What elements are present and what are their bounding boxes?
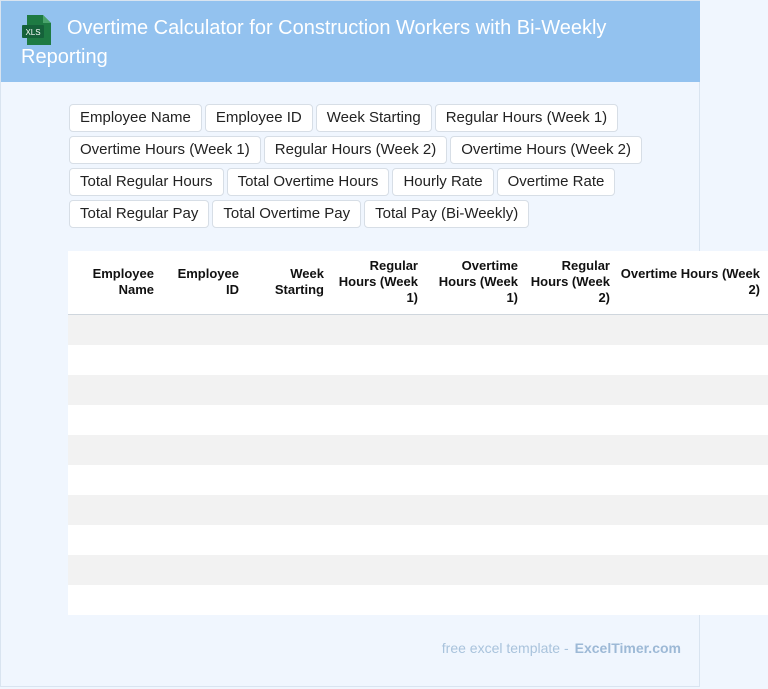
chip-row [69, 104, 669, 132]
table-cell[interactable] [526, 435, 618, 465]
table-cell[interactable] [247, 314, 332, 345]
data-table-container[interactable] [68, 251, 760, 614]
table-cell[interactable] [68, 435, 162, 465]
field-chip[interactable]: Regular Hours (Week 2) [264, 136, 447, 164]
table-cell[interactable] [332, 375, 426, 405]
field-chip[interactable]: Overtime Hours (Week 1) [69, 136, 261, 164]
table-cell[interactable] [247, 525, 332, 555]
table-cell[interactable] [332, 314, 426, 345]
table-cell[interactable] [618, 495, 768, 525]
table-cell[interactable] [68, 585, 162, 615]
table-cell[interactable] [247, 585, 332, 615]
table-cell[interactable] [68, 375, 162, 405]
table-cell[interactable] [332, 465, 426, 495]
column-header[interactable]: Employee ID [162, 251, 247, 314]
table-cell[interactable] [426, 435, 526, 465]
table-cell[interactable] [618, 555, 768, 585]
table-cell[interactable] [162, 585, 247, 615]
field-chip[interactable]: Total Overtime Hours [227, 168, 390, 196]
table-cell[interactable] [162, 465, 247, 495]
table-cell[interactable] [426, 405, 526, 435]
table-cell[interactable] [162, 495, 247, 525]
table-row [68, 314, 768, 345]
table-cell[interactable] [426, 465, 526, 495]
table-cell[interactable] [426, 555, 526, 585]
table-cell[interactable] [526, 314, 618, 345]
table-cell[interactable] [426, 345, 526, 375]
table-cell[interactable] [618, 465, 768, 495]
table-cell[interactable] [332, 585, 426, 615]
table-cell[interactable] [426, 525, 526, 555]
table-cell[interactable] [162, 405, 247, 435]
field-chip-list [69, 104, 669, 232]
chip-row [69, 200, 669, 228]
table-cell[interactable] [426, 314, 526, 345]
table-cell[interactable] [332, 345, 426, 375]
table-cell[interactable] [68, 525, 162, 555]
footer-brand-link[interactable]: ExcelTimer.com [574, 640, 681, 656]
table-cell[interactable] [68, 495, 162, 525]
table-row [68, 345, 768, 375]
table-cell[interactable] [526, 345, 618, 375]
table-cell[interactable] [332, 495, 426, 525]
table-cell[interactable] [426, 495, 526, 525]
table-cell[interactable] [526, 405, 618, 435]
table-header-row [68, 251, 768, 314]
table-cell[interactable] [618, 435, 768, 465]
table-cell[interactable] [162, 525, 247, 555]
table-row [68, 525, 768, 555]
table-cell[interactable] [332, 405, 426, 435]
table-cell[interactable] [68, 555, 162, 585]
svg-text:XLS: XLS [25, 28, 41, 37]
table-cell[interactable] [247, 375, 332, 405]
field-chip[interactable]: Total Overtime Pay [212, 200, 361, 228]
table-cell[interactable] [332, 435, 426, 465]
table-row [68, 585, 768, 615]
table-cell[interactable] [618, 585, 768, 615]
field-chip[interactable]: Overtime Hours (Week 2) [450, 136, 642, 164]
field-chip[interactable]: Total Regular Pay [69, 200, 209, 228]
table-cell[interactable] [162, 375, 247, 405]
footer [442, 640, 681, 656]
table-cell[interactable] [247, 465, 332, 495]
column-header[interactable]: Week Starting [247, 251, 332, 314]
table-cell[interactable] [332, 525, 426, 555]
field-chip[interactable]: Regular Hours (Week 1) [435, 104, 618, 132]
table-cell[interactable] [247, 405, 332, 435]
table-cell[interactable] [332, 555, 426, 585]
footer-text: free excel template - [441, 640, 569, 656]
table-cell[interactable] [162, 555, 247, 585]
table-cell[interactable] [247, 495, 332, 525]
table-cell[interactable] [526, 525, 618, 555]
table-cell[interactable] [247, 555, 332, 585]
table-cell[interactable] [526, 465, 618, 495]
data-table [68, 251, 768, 615]
column-header[interactable]: Employee Name [68, 251, 162, 314]
field-chip[interactable]: Hourly Rate [392, 168, 493, 196]
table-cell[interactable] [247, 435, 332, 465]
table-row [68, 435, 768, 465]
chip-row [69, 168, 669, 196]
page-title: Overtime Calculator for Construction Workers with Bi-Weekly Reporting [21, 17, 607, 68]
field-chip[interactable]: Total Pay (Bi-Weekly) [364, 200, 529, 228]
table-cell[interactable] [526, 585, 618, 615]
table-row [68, 405, 768, 435]
column-header[interactable]: Overtime Hours (Week 2) [618, 251, 768, 314]
table-cell[interactable] [162, 314, 247, 345]
table-cell[interactable] [247, 345, 332, 375]
field-chip[interactable]: Overtime Rate [497, 168, 616, 196]
table-cell[interactable] [618, 314, 768, 345]
table-cell[interactable] [426, 375, 526, 405]
chip-row [69, 136, 669, 164]
table-cell[interactable] [68, 345, 162, 375]
field-chip[interactable]: Total Regular Hours [69, 168, 224, 196]
table-cell[interactable] [526, 495, 618, 525]
table-cell[interactable] [426, 585, 526, 615]
table-row [68, 465, 768, 495]
field-chip[interactable]: Employee ID [205, 104, 313, 132]
table-cell[interactable] [68, 405, 162, 435]
table-cell[interactable] [68, 314, 162, 345]
table-cell[interactable] [162, 345, 247, 375]
table-cell[interactable] [526, 375, 618, 405]
field-chip[interactable]: Week Starting [316, 104, 432, 132]
column-header[interactable]: Regular Hours (Week 2) [526, 251, 618, 314]
column-header[interactable]: Overtime Hours (Week 1) [426, 251, 526, 314]
table-body [68, 314, 768, 615]
table-row [68, 375, 768, 405]
table-row [68, 555, 768, 585]
table-cell[interactable] [162, 435, 247, 465]
table-cell[interactable] [618, 405, 768, 435]
table-row [68, 495, 768, 525]
column-header[interactable]: Regular Hours (Week 1) [332, 251, 426, 314]
table-cell[interactable] [68, 465, 162, 495]
table-cell[interactable] [618, 345, 768, 375]
table-cell[interactable] [526, 555, 618, 585]
field-chip[interactable]: Employee Name [69, 104, 202, 132]
table-cell[interactable] [618, 525, 768, 555]
table-cell[interactable] [618, 375, 768, 405]
